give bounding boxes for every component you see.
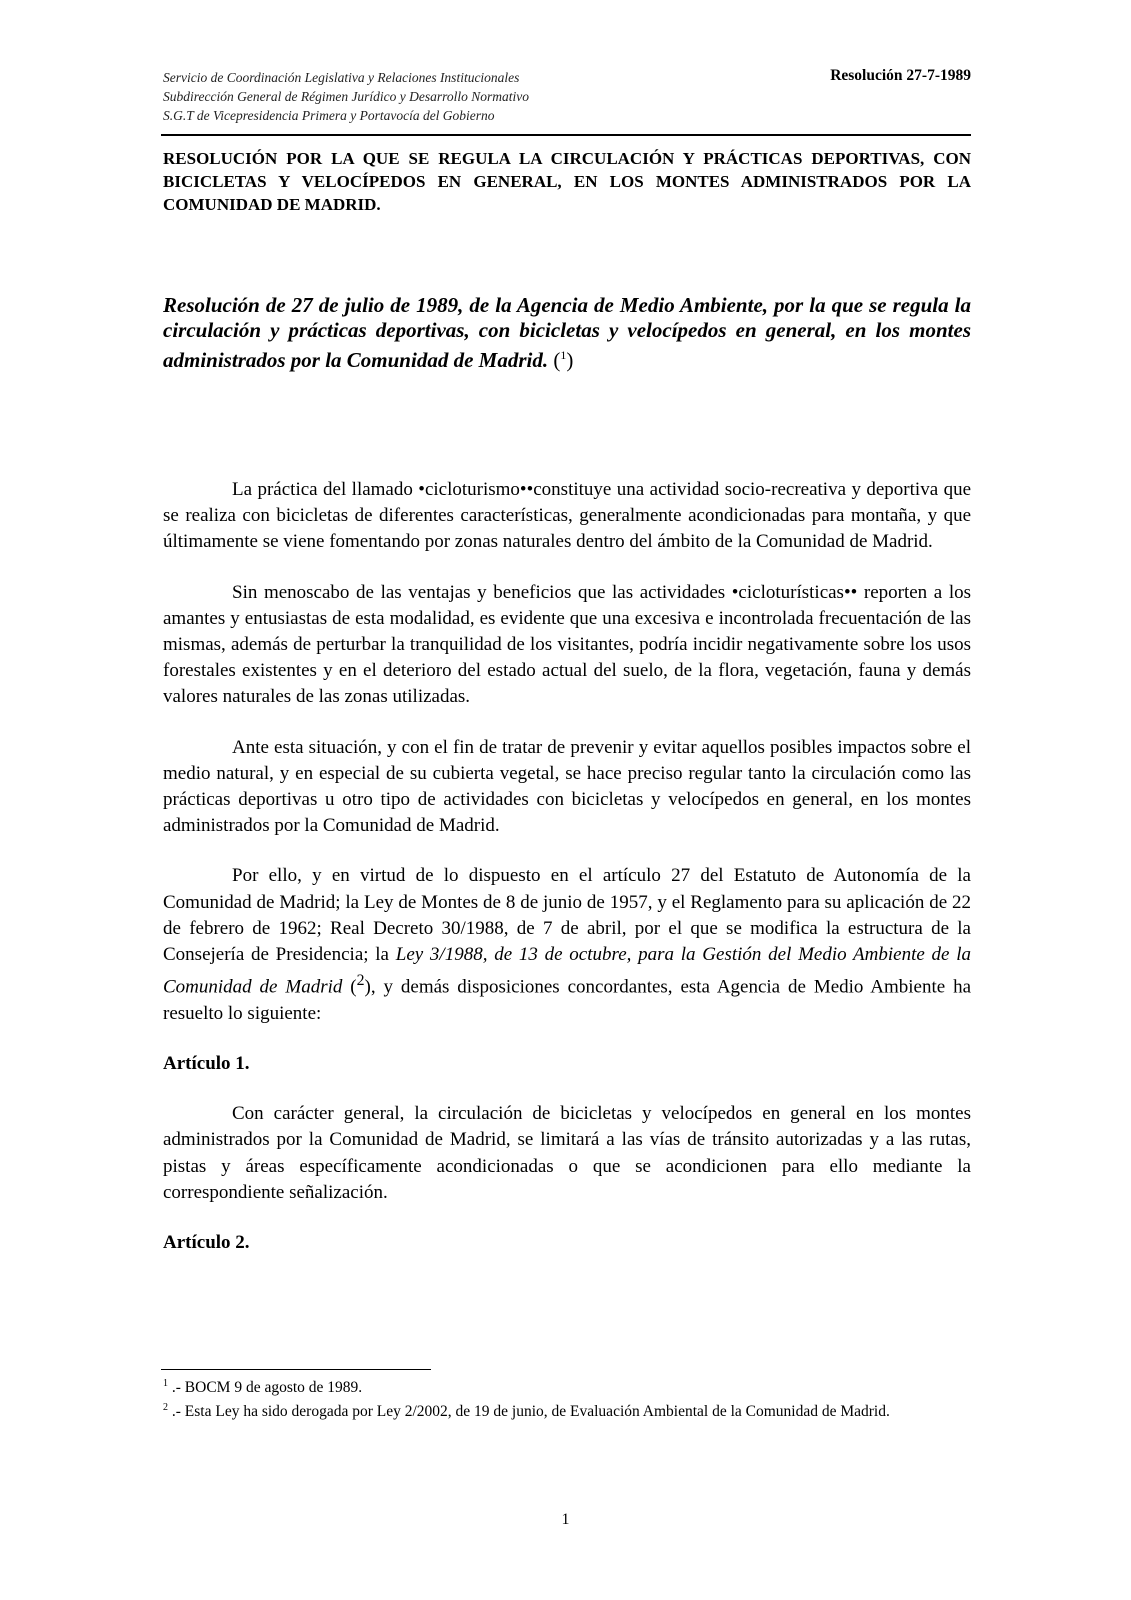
article-1-text: Con carácter general, la circulación de bicicletas y velocípedos en general en los montes administrados por la Comunidad de Madrid, se limitará a las vías de tránsito autorizadas y a las rutas, pistas y áreas específicamente acondicionadas o que se acondicionen para ello mediante la correspondiente señalización. xyxy=(163,1103,971,1203)
page-header-reference: Resolución 27-7-1989 xyxy=(830,67,971,84)
subtitle-text: Resolución de 27 de julio de 1989, de la Agencia de Medio Ambiente, por la que se regula la circulación y prácticas deportivas, con bicicletas y velocípedos en general, en los montes administrados por la Comunidad de Madrid. xyxy=(163,293,971,372)
document-title: RESOLUCIÓN POR LA QUE SE REGULA LA CIRCULACIÓN Y PRÁCTICAS DEPORTIVAS, CON BICICLETAS Y VELOCÍPEDOS EN GENERAL, EN LOS MONTES ADMINISTRADOS POR LA COMUNIDAD DE MADRID. xyxy=(163,149,971,214)
footnote-2: $^2$ .- Esta Ley ha sido derogada por Ley 2/2002, de 19 de junio, de Evaluación Ambiental de la Comunidad de Madrid. xyxy=(163,1402,890,1421)
article-2-heading: Artículo 2. xyxy=(163,1232,250,1253)
page-number: 1 xyxy=(561,1511,570,1528)
footnote-ref-1: ($^1$) xyxy=(553,348,574,372)
header-divider xyxy=(161,134,971,136)
document-body xyxy=(163,477,971,1280)
paragraph-2: Sin menoscabo de las ventajas y beneficios que las actividades •cicloturísticas•• reporten a los amantes y entusiastas de esta modalidad, es evidente que una excesiva e incontrolada frecuentación de las mismas, además de perturbar la tranquilidad de los visitantes, podría incidir negativamente sobre los usos forestales existentes y en el deterioro del estado actual del suelo, de la flora, vegetación, fauna y demás valores naturales de las zonas utilizadas. xyxy=(163,581,971,708)
footnotes xyxy=(163,1374,971,1422)
article-1-heading: Artículo 1. xyxy=(163,1052,250,1074)
paragraph-4: Por ello, y en virtud de lo dispuesto en el artículo 27 del Estatuto de Autonomía de la Comunidad de Madrid; la Ley de Montes de 8 de junio de 1957, y el Reglamento para su aplicación de 22 de febrero de 1962; Real Decreto 30/1988, de 7 de abril, por el que se modifica la estructura de la Consejería de Presidencia; la Ley 3/1988, de 13 de octubre, para la Gestión del Medio Ambiente de la Comunidad de Madrid ($^2$), y demás disposiciones concordantes, esta Agencia de Medio Ambiente ha resuelto lo siguiente: xyxy=(163,865,972,1024)
paragraph-1: La práctica del llamado •cicloturismo••constituye una actividad socio-recreativa y deportiva que se realiza con bicicletas de diferentes características, generalmente acondicionadas para montaña, y que últimamente se viene fomentando por zonas naturales dentro del ámbito de la Comunidad de Madrid. xyxy=(163,479,971,553)
footnote-divider xyxy=(161,1369,431,1370)
page-header-institution xyxy=(163,68,529,125)
header-line-1: Servicio de Coordinación Legislativa y Relaciones Institucionales xyxy=(163,70,520,85)
header-line-3: S.G.T de Vicepresidencia Primera y Portavocía del Gobierno xyxy=(163,108,495,123)
header-line-2: Subdirección General de Régimen Jurídico y Desarrollo Normativo xyxy=(163,89,530,104)
law-reference: Ley 3/1988, de 13 de octubre, para la Gestión del Medio Ambiente de la Comunidad de Madrid xyxy=(163,944,972,998)
footnote-1: $^1$ .- BOCM 9 de agosto de 1989. xyxy=(163,1378,363,1397)
footnote-ref-2: 2 xyxy=(356,972,365,990)
paragraph-3: Ante esta situación, y con el fin de tratar de prevenir y evitar aquellos posibles impactos sobre el medio natural, y en especial de su cubierta vegetal, se hace preciso regular tanto la circulación como las prácticas deportivas u otro tipo de actividades con bicicletas y velocípedos en general, en los montes administrados por la Comunidad de Madrid. xyxy=(163,736,971,837)
document-subtitle xyxy=(163,293,971,373)
